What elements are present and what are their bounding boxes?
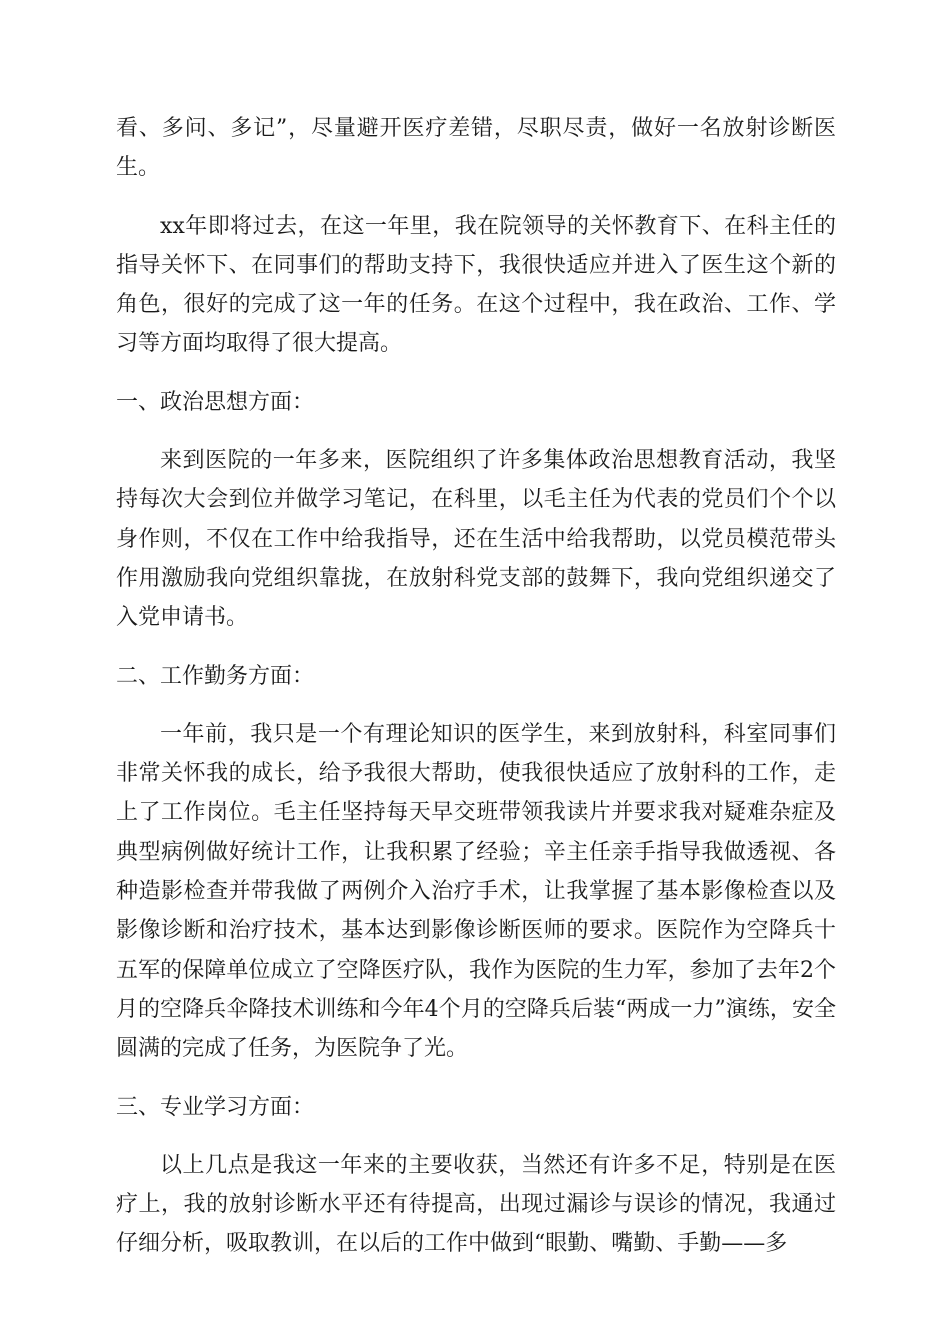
section-heading-study: 三、专业学习方面： xyxy=(116,1094,315,1120)
section-heading-politics: 一、政治思想方面： xyxy=(116,389,315,415)
paragraph-politics: 来到医院的一年多来，医院组织了许多集体政治思想教育活动，我坚持每次大会到位并做学习笔记，在科里，以毛主任为代表的党员们个个以身作则，不仅在工作中给我指导，还在生活中给我帮助，以党员模范带头作用激励我向党组织靠拢，在放射科党支部的鼓舞下，我向党组织递交了入党申请书。 xyxy=(116,448,836,631)
paragraph-intro: xx年即将过去，在这一年里，我在院领导的关怀教育下、在科主任的指导关怀下、在同事们的帮助支持下，我很快适应并进入了医生这个新的角色，很好的完成了这一年的任务。在这个过程中，我在政治、工作、学习等方面均取得了很大提高。 xyxy=(116,213,836,357)
paragraph-study: 以上几点是我这一年来的主要收获，当然还有许多不足，特别是在医疗上，我的放射诊断水平还有待提高，出现过漏诊与误诊的情况，我通过仔细分析，吸取教训，在以后的工作中做到“眼勤、嘴勤、手勤——多 xyxy=(116,1152,836,1257)
document-body xyxy=(116,109,836,1283)
paragraph-work: 一年前，我只是一个有理论知识的医学生，来到放射科，科室同事们非常关怀我的成长，给予我很大帮助，使我很快适应了放射科的工作，走上了工作岗位。毛主任坚持每天早交班带领我读片并要求我对疑难杂症及典型病例做好统计工作，让我积累了经验；辛主任亲手指导我做透视、各种造影检查并带我做了两例介入治疗手术，让我掌握了基本影像检查以及影像诊断和治疗技术，基本达到影像诊断医师的要求。医院作为空降兵十五军的保障单位成立了空降医疗队，我作为医院的生力军，参加了去年2个月的空降兵伞降技术训练和今年4个月的空降兵后装“两成一力”演练，安全圆满的完成了任务，为医院争了光。 xyxy=(116,721,836,1062)
section-heading-work: 二、工作勤务方面： xyxy=(116,663,315,689)
paragraph-continued: 看、多问、多记”，尽量避开医疗差错，尽职尽责，做好一名放射诊断医生。 xyxy=(116,116,836,181)
